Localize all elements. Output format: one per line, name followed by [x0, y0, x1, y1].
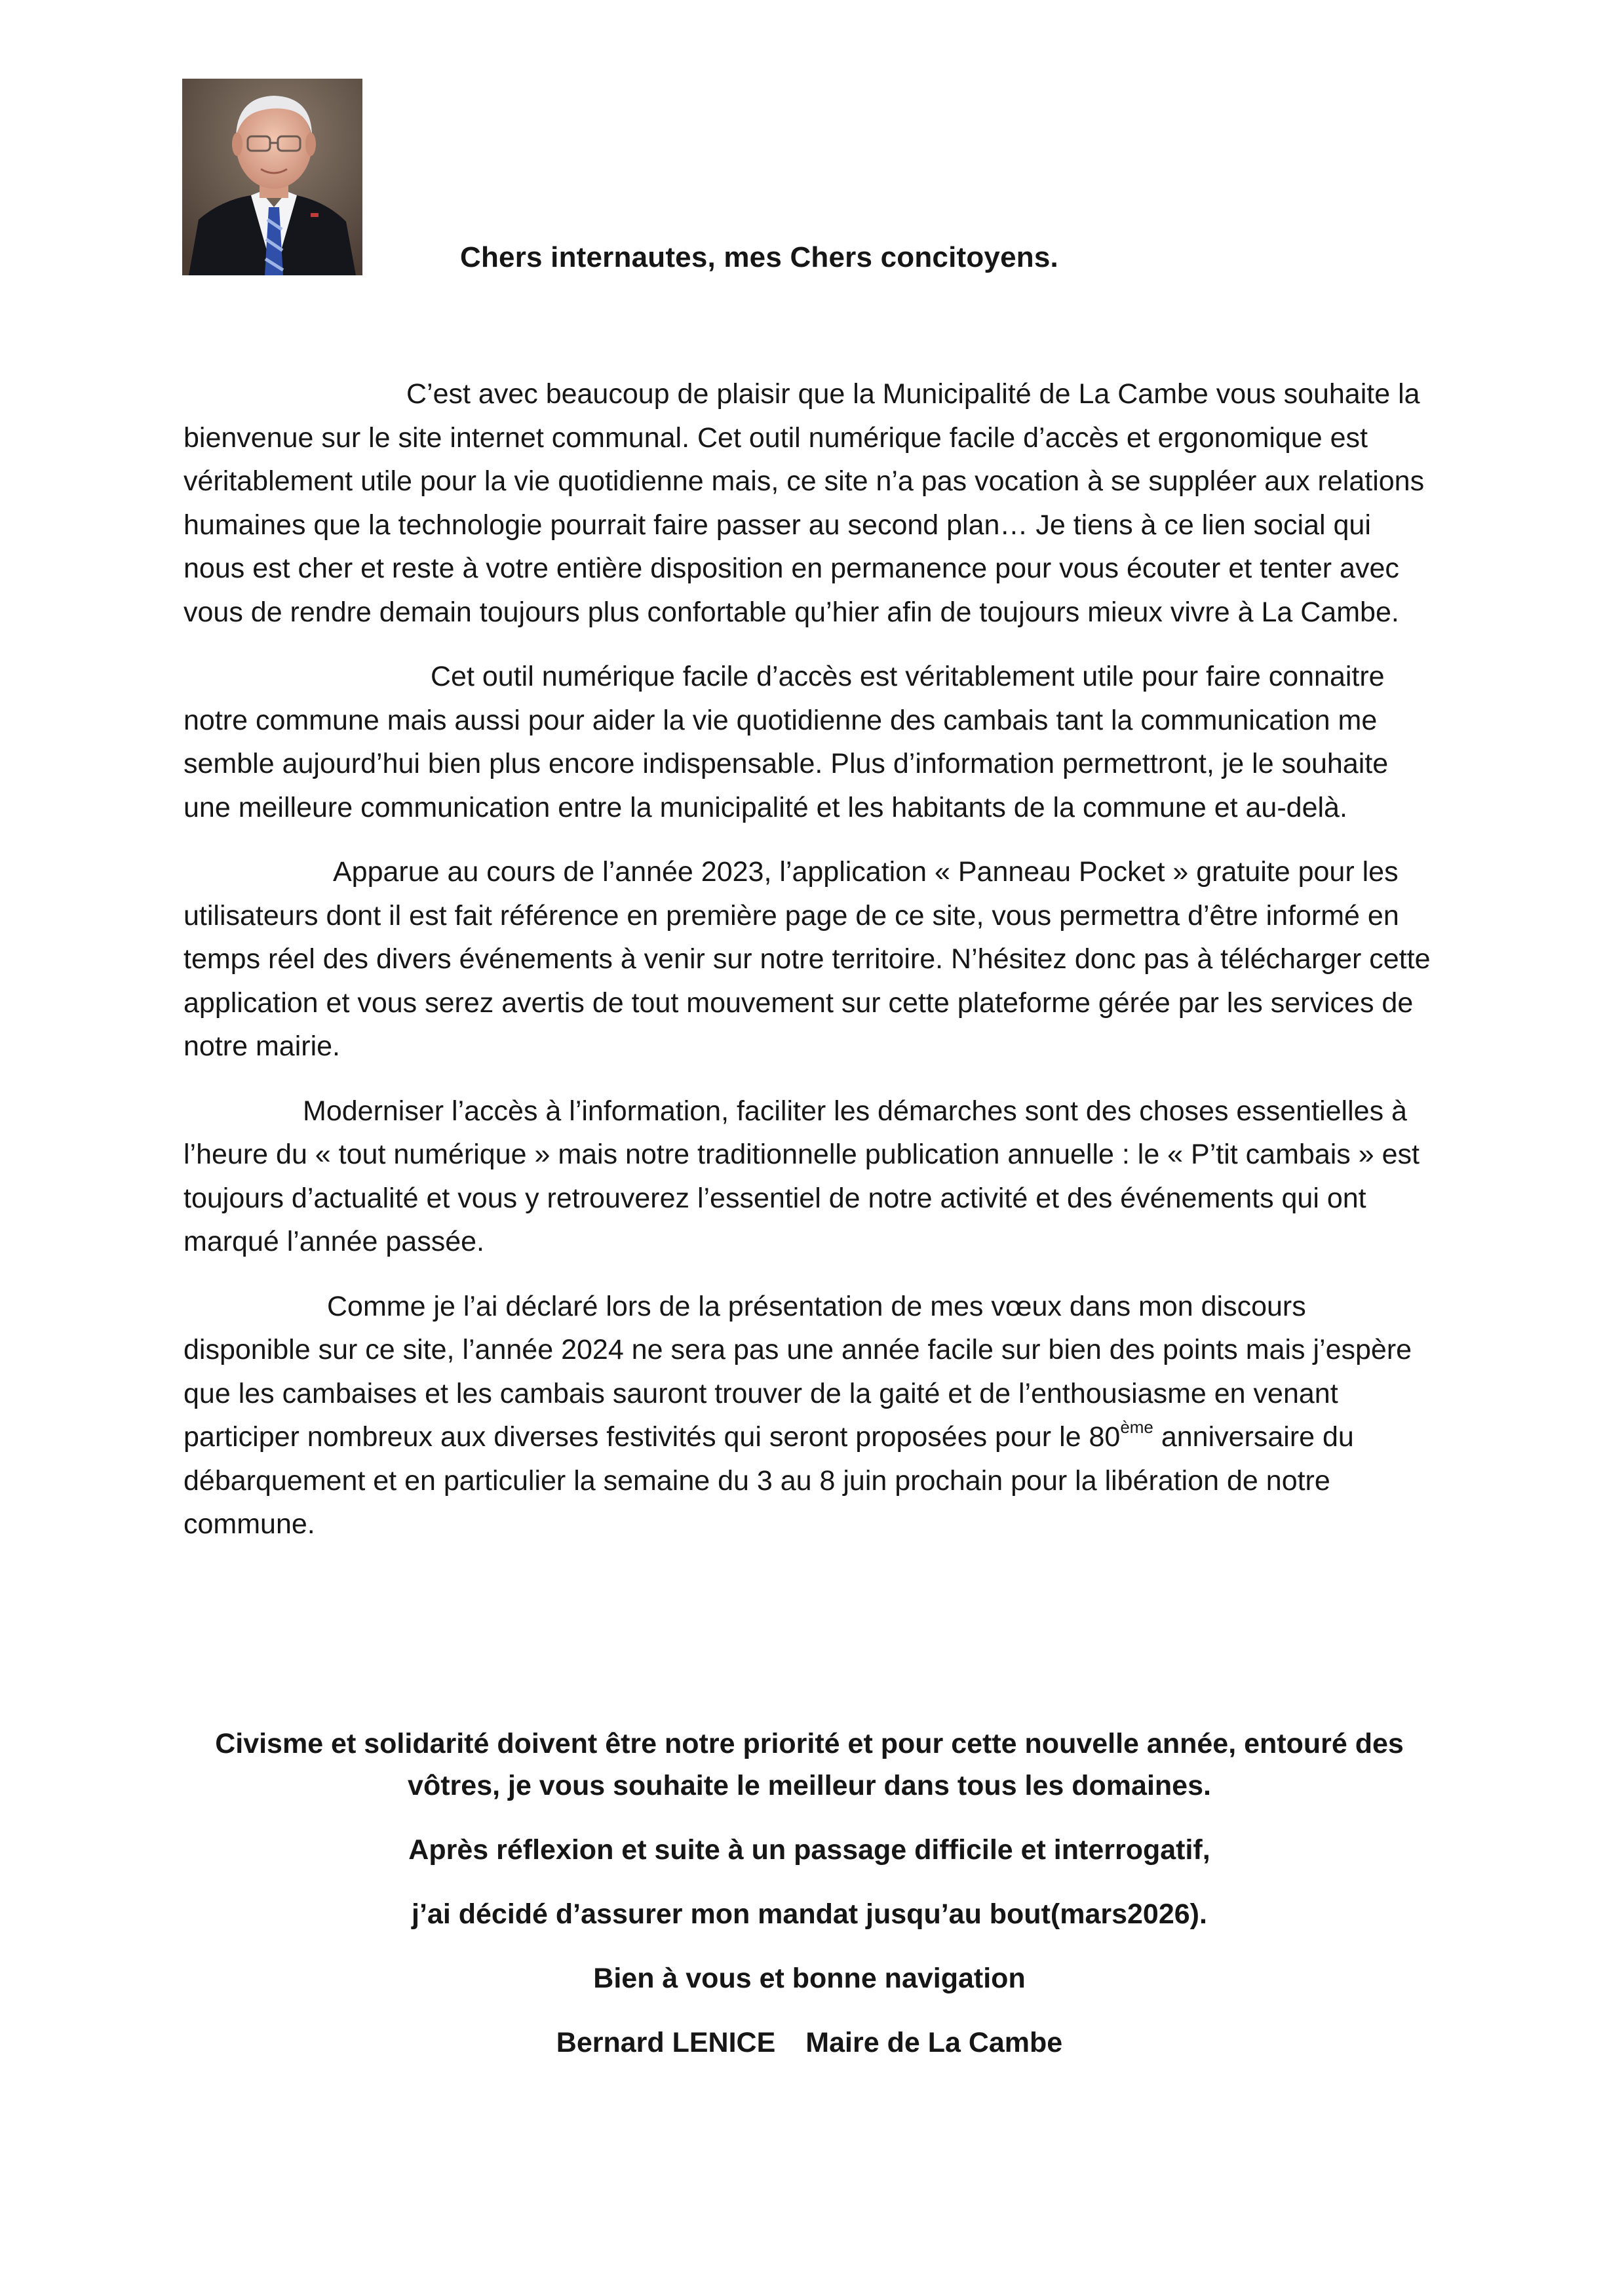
portrait-illustration [182, 79, 362, 275]
ordinal-superscript: ème [1120, 1417, 1153, 1437]
closing-line-1: Civisme et solidarité doivent être notre priorité et pour cette nouvelle année, entouré des [215, 1728, 1404, 1759]
signature-title: Maire de La Cambe [805, 2027, 1063, 2058]
closing-line-4: j’ai décidé d’assurer mon mandat jusqu’au bout(mars2026). [412, 1898, 1207, 1930]
signature-name: Bernard LENICE [556, 2027, 776, 2058]
paragraph-5-text-b: anniversaire du débarquement et en particulier la semaine du 3 au 8 juin prochain pour la libération de notre commune. [184, 1421, 1354, 1540]
signature [184, 2022, 1435, 2064]
paragraph-5 [184, 1285, 1435, 1546]
paragraph-3: Apparue au cours de l’année 2023, l’application « Panneau Pocket » gratuite pour les utilisateurs dont il est fait référence en première page de ce site, vous permettra d’être informé en temps réel des divers événements à venir sur notre territoire. N’hésitez donc pas à télécharger cette application et vous serez avertis de tout mouvement sur cette plateforme gérée par les services de notre mairie. [184, 856, 1431, 1062]
closing-line-5: Bien à vous et bonne navigation [593, 1963, 1026, 1994]
paragraph-4: Moderniser l’accès à l’information, faciliter les démarches sont des choses essentielles à l’heure du « tout numérique » mais notre traditionnelle publication annuelle : le « P’tit cambais » est toujours d’actualité et vous y retrouverez l’essentiel de notre activité et des événements qui ont marqué l’année passée. [184, 1095, 1420, 1257]
greeting-heading: Chers internautes, mes Chers concitoyens. [460, 241, 1058, 273]
paragraph-1: C’est avec beaucoup de plaisir que la Municipalité de La Cambe vous souhaite la bienvenue sur le site internet communal. Cet outil numérique facile d’accès et ergonomique est véritablement utile pour la vie quotidienne mais, ce site n’a pas vocation à se suppléer aux relations humaines que la technologie pourrait faire passer au second plan… Je tiens à ce lien social qui nous est cher et reste à votre entière disposition en permanence pour vous écouter et tenter avec vous de rendre demain toujours plus confortable qu’hier afin de toujours mieux vivre à La Cambe. [184, 378, 1425, 628]
paragraph-2: Cet outil numérique facile d’accès est véritablement utile pour faire connaitre notre commune mais aussi pour aider la vie quotidienne des cambais tant la communication me semble aujourd’hui bien plus encore indispensable. Plus d’information permettront, je le souhaite une meilleure communication entre la municipalité et les habitants de la commune et au-delà. [184, 661, 1389, 823]
letter-body [184, 372, 1435, 1567]
closing-block [184, 1723, 1435, 2064]
closing-line-3: Après réflexion et suite à un passage difficile et interrogatif, [408, 1834, 1210, 1866]
closing-line-2: vôtres, je vous souhaite le meilleur dans tous les domaines. [408, 1770, 1211, 1801]
paragraph-5-text-a: Comme je l’ai déclaré lors de la présentation de mes vœux dans mon discours disponible sur ce site, l’année 2024 ne sera pas une année facile sur bien des points mais j’espère que les cambaises et les cambais sauront trouver de la gaité et de l’enthousiasme en venant participer nombreux aux diverses festivités qui seront proposées pour le 80 [184, 1290, 1412, 1453]
mayor-portrait-photo [182, 79, 362, 275]
